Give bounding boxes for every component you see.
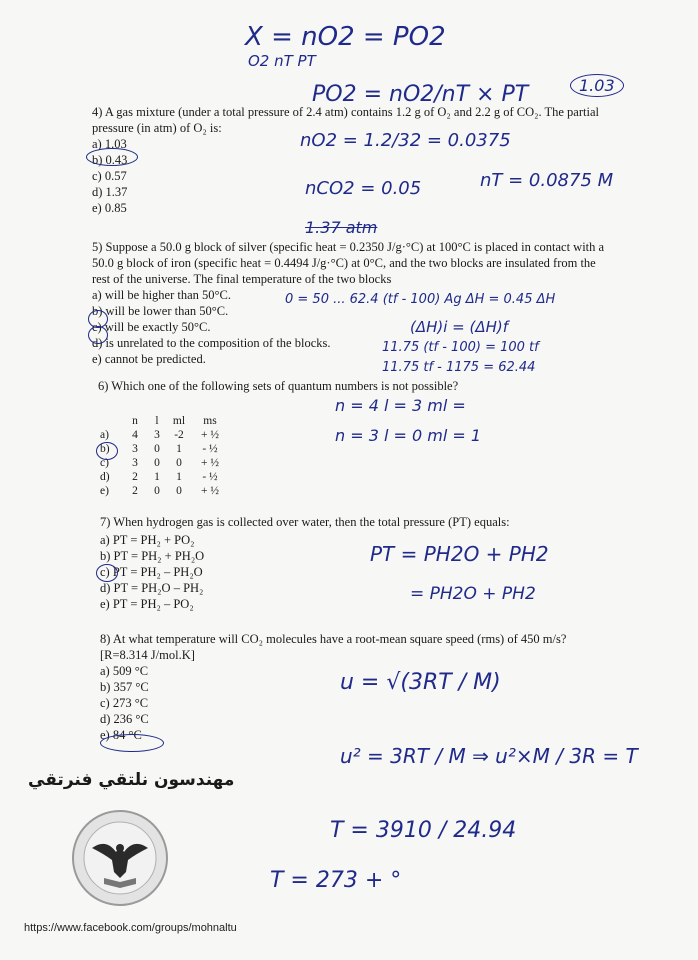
- cell-ms: + ½: [201, 429, 219, 441]
- cell-l: 0: [154, 485, 160, 497]
- question-6-stem: 6) Which one of the following sets of quantum numbers is not possible?: [98, 379, 459, 393]
- cell-n: 4: [132, 429, 138, 441]
- answer-circle-q5-c: [88, 326, 108, 344]
- q4-option-d: d) 1.37: [92, 185, 128, 199]
- cell-l: 0: [154, 443, 160, 455]
- cell-ml: 1: [176, 471, 182, 483]
- handwritten-q5-work-4: 11.75 tf - 1175 = 62.44: [382, 360, 536, 375]
- handwritten-formula-partial-pressure: PO2 = nO2/nT × PT: [312, 82, 529, 107]
- question-7: [100, 514, 630, 612]
- cell-ms: + ½: [201, 457, 219, 469]
- q4-option-b: b) 0.43: [92, 153, 128, 167]
- question-5-stem: 5) Suppose a 50.0 g block of silver (specific heat = 0.2350 J/g·°C) at 100°C is placed in contact with a 50.0 g block of iron (specific heat = 0.4494 J/g·°C) at 0°C, and the two blocks are insulated from the rest of the universe. The final temperature of the two blocks: [92, 240, 605, 286]
- q7-option-b: b) PT = PH₂ + PH₂O: [100, 549, 205, 563]
- header-ms: ms: [203, 415, 217, 427]
- cell-n: 3: [132, 457, 138, 469]
- q7-option-e: e) PT = PH₂ – PO₂: [100, 597, 194, 611]
- question-7-stem: 7) When hydrogen gas is collected over water, then the total pressure (PT) equals:: [100, 515, 510, 529]
- handwritten-q8-work-2: u² = 3RT / M ⇒ u²×M / 3R = T: [340, 744, 638, 768]
- header-l: l: [155, 415, 159, 427]
- handwritten-q4-work-1: nO2 = 1.2/32 = 0.0375: [300, 130, 511, 151]
- q8-option-a: a) 509 °C: [100, 664, 149, 678]
- q5-option-c: c) will be exactly 50°C.: [92, 320, 211, 334]
- row-label: e): [100, 485, 109, 497]
- question-6: [98, 378, 628, 394]
- header-n: n: [132, 415, 138, 427]
- cell-ml: 0: [176, 457, 182, 469]
- cell-n: 3: [132, 443, 138, 455]
- row-label: c): [100, 457, 109, 469]
- q5-option-a: a) will be higher than 50°C.: [92, 288, 231, 302]
- cell-n: 2: [132, 485, 138, 497]
- handwritten-formula-top-sub: O2 nT PT: [248, 52, 316, 70]
- facebook-group-url[interactable]: https://www.facebook.com/groups/mohnaltu: [24, 922, 237, 934]
- q5-option-d: d) is unrelated to the composition of the blocks.: [92, 336, 331, 350]
- q5-option-b: b) will be lower than 50°C.: [92, 304, 229, 318]
- q8-option-e: e) 84 °C: [100, 728, 142, 742]
- q4-option-c: c) 0.57: [92, 169, 127, 183]
- answer-circle-q7: [96, 564, 118, 582]
- header-ml: ml: [172, 415, 186, 427]
- table-row: [100, 484, 230, 498]
- cell-ml: -2: [174, 429, 184, 441]
- handwritten-q8-work-3: T = 3910 / 24.94: [330, 818, 517, 843]
- table-row: [100, 442, 230, 456]
- handwritten-q7-work-1: PT = PH2O + PH2: [370, 542, 549, 566]
- handwritten-q5-work-1: 0 = 50 ... 62.4 (tf - 100) Ag ΔH = 0.45 ΔH: [285, 292, 556, 307]
- cell-ms: - ½: [202, 471, 218, 483]
- handwritten-answer-circled: 1.03: [570, 74, 624, 97]
- cell-n: 2: [132, 471, 138, 483]
- table-row: [100, 470, 230, 484]
- handwritten-q4-work-3: nT = 0.0875 M: [480, 170, 614, 191]
- cell-ms: + ½: [201, 485, 219, 497]
- arabic-slogan: مهندسون نلتقي فنرتقي: [28, 770, 235, 790]
- handwritten-q4-work-4: 1.37 atm: [305, 218, 378, 237]
- q8-constant: [R=8.314 J/mol.K]: [100, 648, 195, 662]
- handwritten-q8-work-1: u = √(3RT / M): [340, 670, 501, 695]
- answer-circle-q6: [96, 442, 118, 460]
- handwritten-q4-work-2: nCO2 = 0.05: [305, 178, 422, 199]
- handwritten-q7-work-2: = PH2O + PH2: [410, 584, 536, 604]
- handwritten-formula-top: X = nO2 = PO2: [245, 22, 446, 52]
- handwritten-q6-work-2: n = 3 l = 0 ml = 1: [335, 426, 482, 445]
- q7-option-c: c) PT = PH₂ – PH₂O: [100, 565, 203, 579]
- table-row: [100, 456, 230, 470]
- table-row: [100, 428, 230, 442]
- cell-ml: 1: [176, 443, 182, 455]
- q8-option-d: d) 236 °C: [100, 712, 149, 726]
- cell-l: 0: [154, 457, 160, 469]
- answer-circle-q4: [86, 148, 138, 166]
- q4-option-a: a) 1.03: [92, 137, 127, 151]
- question-4-stem: 4) A gas mixture (under a total pressure of 2.4 atm) contains 1.2 g of O₂ and 2.2 g of CO₂. The partial pressure (in atm) of O₂ is:: [92, 105, 599, 135]
- q5-option-e: e) cannot be predicted.: [92, 352, 206, 366]
- cell-ms: - ½: [202, 443, 218, 455]
- row-label: d): [100, 471, 110, 483]
- cell-l: 1: [154, 471, 160, 483]
- question-4: [92, 104, 622, 216]
- cell-l: 3: [154, 429, 160, 441]
- row-label: a): [100, 429, 109, 441]
- q8-option-c: c) 273 °C: [100, 696, 149, 710]
- handwritten-q5-work-2: (ΔH)i = (ΔH)f: [410, 318, 509, 336]
- question-8-stem: 8) At what temperature will CO₂ molecules have a root-mean square speed (rms) of 450 m/s?: [100, 632, 567, 646]
- cell-ml: 0: [176, 485, 182, 497]
- q7-option-d: d) PT = PH₂O – PH₂: [100, 581, 204, 595]
- handwritten-q8-work-4: T = 273 + °: [270, 868, 402, 893]
- handwritten-q6-work-1: n = 4 l = 3 ml =: [335, 396, 466, 415]
- q8-option-b: b) 357 °C: [100, 680, 149, 694]
- q4-option-e: e) 0.85: [92, 201, 127, 215]
- quantum-numbers-table: [100, 414, 230, 498]
- table-header-row: [100, 414, 230, 428]
- answer-circle-q8: [100, 734, 164, 752]
- row-label: b): [100, 443, 110, 455]
- university-seal-logo: [70, 808, 170, 908]
- handwritten-q5-work-3: 11.75 (tf - 100) = 100 tf: [382, 340, 539, 355]
- q7-option-a: a) PT = PH₂ + PO₂: [100, 533, 195, 547]
